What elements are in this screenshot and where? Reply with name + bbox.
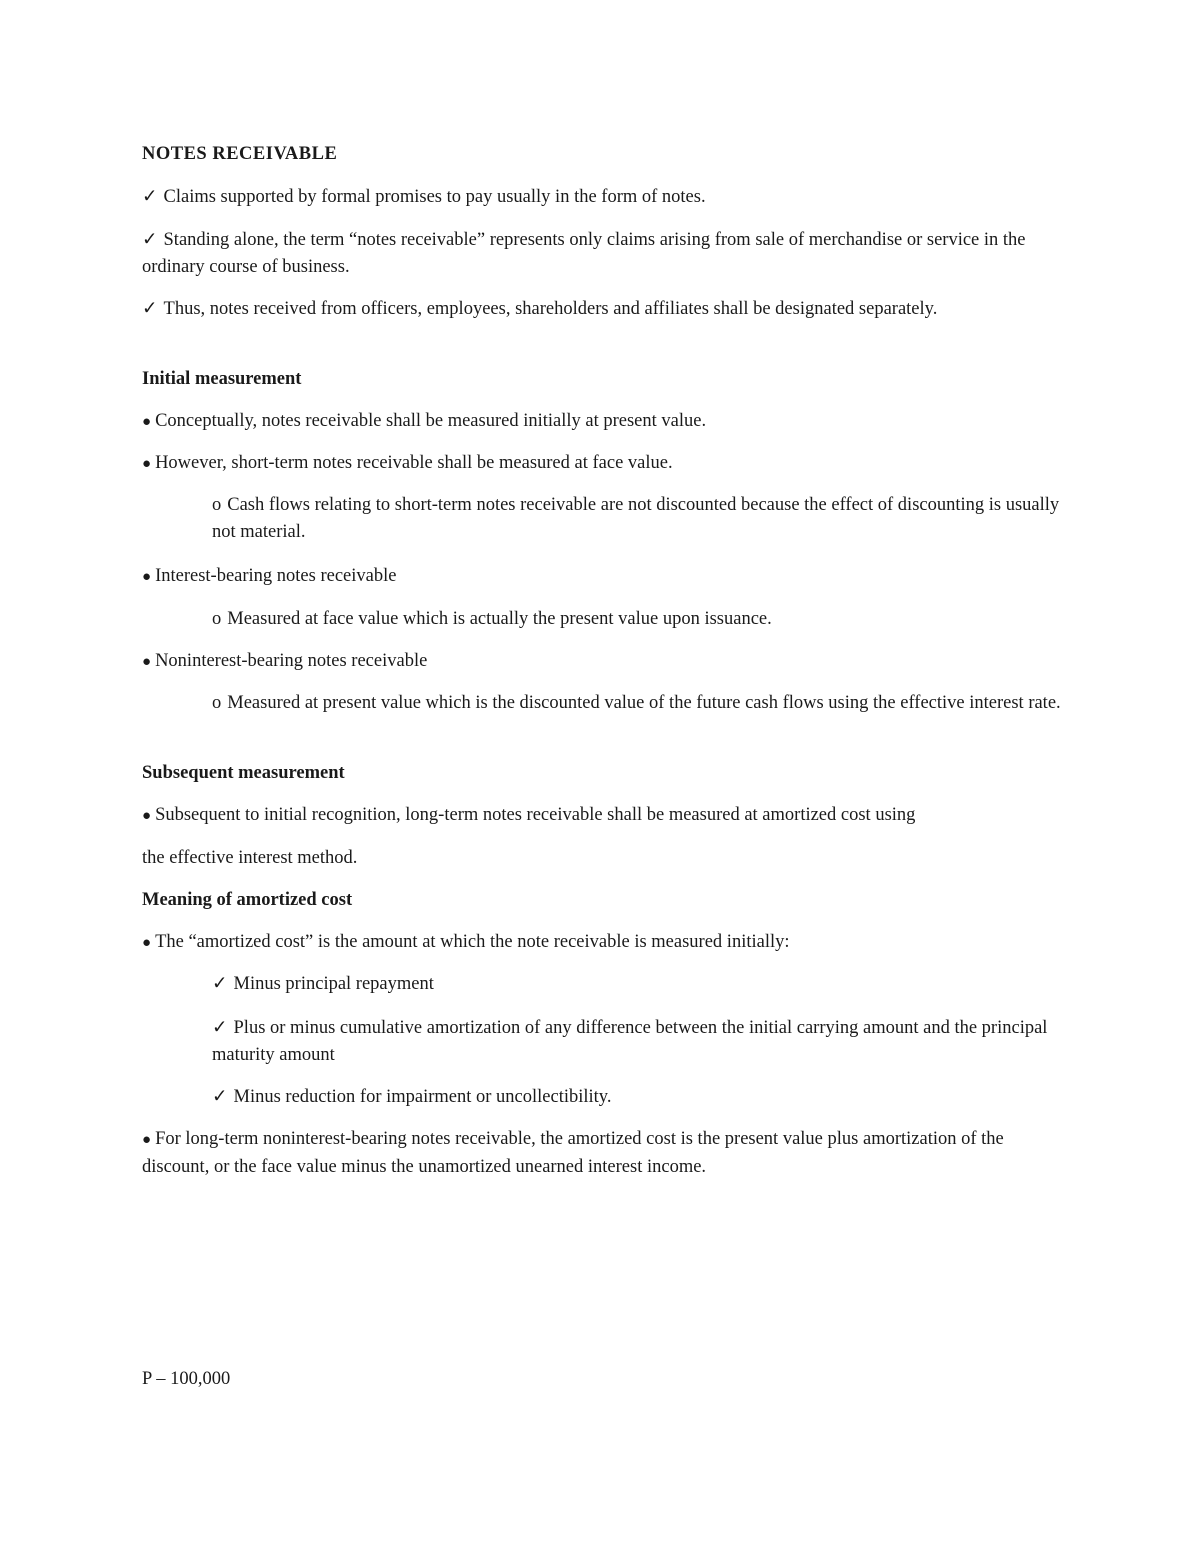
- initial-bullet-2-sub-text: Cash flows relating to short-term notes receivable are not discounted because the effect of discounting is usually not material.: [212, 495, 1060, 542]
- check-icon: ✓: [212, 1018, 228, 1038]
- check-icon: ✓: [142, 187, 158, 207]
- amortized-bullet-2-text: For long-term noninterest-bearing notes receivable, the amortized cost is the present value plus amortization of the discount, or the face value minus the unamortized unearned interest income.: [142, 1129, 1004, 1177]
- intro-item-1: [142, 184, 1062, 211]
- amortized-check-1-text: Minus principal repayment: [233, 974, 434, 994]
- initial-bullet-2-text: However, short-term notes receivable shall be measured at face value.: [155, 453, 673, 473]
- initial-bullet-2: [142, 450, 1062, 478]
- bullet-icon: ●: [142, 414, 152, 430]
- document-title: NOTES RECEIVABLE: [142, 144, 338, 164]
- initial-bullet-3: [142, 563, 1062, 591]
- heading-amortized-cost: Meaning of amortized cost: [142, 890, 353, 910]
- amortized-check-3: [212, 1084, 1062, 1111]
- check-icon: ✓: [212, 1087, 228, 1107]
- sub-bullet-icon: o: [212, 495, 222, 515]
- bullet-icon: ●: [142, 569, 152, 585]
- intro-item-1-text: Claims supported by formal promises to pay usually in the form of notes.: [163, 187, 706, 207]
- initial-bullet-1-text: Conceptually, notes receivable shall be measured initially at present value.: [155, 411, 707, 431]
- initial-bullet-3-sub: [212, 606, 1062, 633]
- initial-bullet-2-sub: [212, 492, 1062, 546]
- intro-item-2-text: Standing alone, the term “notes receivable” represents only claims arising from sale of merchandise or service in the ordinary course of business.: [142, 230, 1026, 277]
- check-icon: ✓: [212, 974, 228, 994]
- initial-bullet-3-text: Interest-bearing notes receivable: [155, 566, 397, 586]
- footer-amount: P – 100,000: [142, 1369, 231, 1389]
- initial-bullet-4: [142, 648, 1062, 676]
- subsequent-bullet-1-continued: the effective interest method.: [142, 848, 358, 868]
- bullet-icon: ●: [142, 654, 152, 670]
- sub-bullet-icon: o: [212, 609, 222, 629]
- amortized-check-3-text: Minus reduction for impairment or uncollectibility.: [233, 1087, 612, 1107]
- bullet-icon: ●: [142, 808, 152, 824]
- check-icon: ✓: [142, 299, 158, 319]
- bullet-icon: ●: [142, 456, 152, 472]
- intro-item-2: [142, 227, 1062, 281]
- bullet-icon: ●: [142, 935, 152, 951]
- heading-subsequent-measurement: Subsequent measurement: [142, 763, 345, 783]
- check-icon: ✓: [142, 230, 158, 250]
- bullet-icon: ●: [142, 1132, 152, 1148]
- amortized-check-2-text: Plus or minus cumulative amortization of any difference between the initial carrying amount and the principal maturity amount: [212, 1018, 1048, 1065]
- intro-item-3: [142, 296, 1062, 323]
- initial-bullet-4-text: Noninterest-bearing notes receivable: [155, 651, 428, 671]
- subsequent-bullet-1-text: Subsequent to initial recognition, long-term notes receivable shall be measured at amortized cost using: [155, 805, 916, 825]
- amortized-check-1: [212, 971, 1062, 998]
- initial-bullet-4-sub-text: Measured at present value which is the discounted value of the future cash flows using the effective interest rate.: [227, 693, 1061, 713]
- intro-item-3-text: Thus, notes received from officers, employees, shareholders and affiliates shall be designated separately.: [163, 299, 938, 319]
- sub-bullet-icon: o: [212, 693, 222, 713]
- initial-bullet-4-sub: [212, 690, 1062, 717]
- subsequent-bullet-1: [142, 802, 1062, 830]
- initial-bullet-3-sub-text: Measured at face value which is actually the present value upon issuance.: [227, 609, 772, 629]
- heading-initial-measurement: Initial measurement: [142, 369, 302, 389]
- amortized-bullet-1: [142, 929, 1062, 957]
- amortized-bullet-2: [142, 1126, 1062, 1181]
- initial-bullet-1: [142, 408, 1062, 436]
- amortized-bullet-1-text: The “amortized cost” is the amount at which the note receivable is measured initially:: [155, 932, 790, 952]
- amortized-check-2: [212, 1015, 1062, 1069]
